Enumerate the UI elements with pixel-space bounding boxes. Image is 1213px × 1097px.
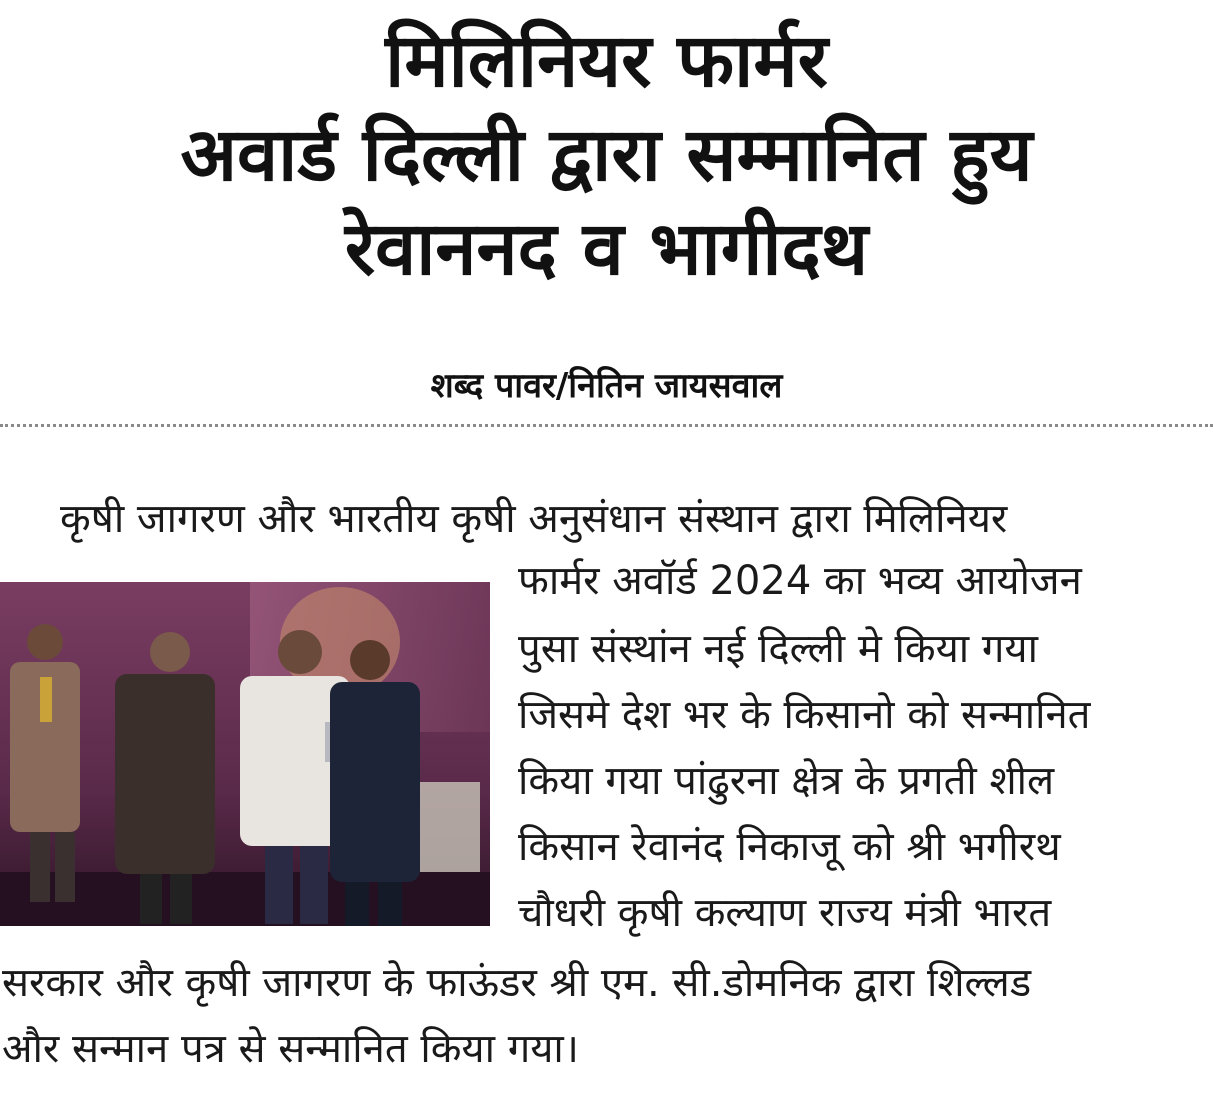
headline-line-1: मिलिनियर फार्मर bbox=[385, 18, 828, 104]
headline-line-3: रेवाननद व भागीदथ bbox=[344, 206, 869, 292]
article-line-4: जिसमे देश भर के किसानो को सन्मानित bbox=[518, 692, 1091, 738]
article-line-1: कृषी जागरण और भारतीय कृषी अनुसंधान संस्थान द्वारा मिलिनियर bbox=[60, 496, 1008, 542]
award-ceremony-photo bbox=[0, 582, 490, 926]
dotted-divider bbox=[0, 424, 1213, 427]
article-line-5: किया गया पांढुरना क्षेत्र के प्रगती शील bbox=[518, 758, 1055, 804]
article-line-8: सरकार और कृषी जागरण के फाऊंडर श्री एम. सी.डोमनिक द्वारा शिल्लड bbox=[2, 960, 1032, 1006]
article-line-2: फार्मर अवॉर्ड 2024 का भव्य आयोजन bbox=[518, 558, 1082, 604]
headline bbox=[0, 14, 1213, 296]
article-line-3: पुसा संस्थांन नई दिल्ली मे किया गया bbox=[518, 626, 1038, 672]
article-line-9: और सन्मान पत्र से सन्मानित किया गया। bbox=[2, 1026, 579, 1072]
article-line-6: किसान रेवानंद निकाजू को श्री भगीरथ bbox=[518, 824, 1061, 870]
byline: शब्द पावर/नितिन जायसवाल bbox=[430, 366, 783, 406]
headline-line-2: अवार्ड दिल्ली द्वारा सम्मानित हुय bbox=[180, 112, 1033, 198]
article-line-7: चौधरी कृषी कल्याण राज्य मंत्री भारत bbox=[518, 890, 1052, 936]
